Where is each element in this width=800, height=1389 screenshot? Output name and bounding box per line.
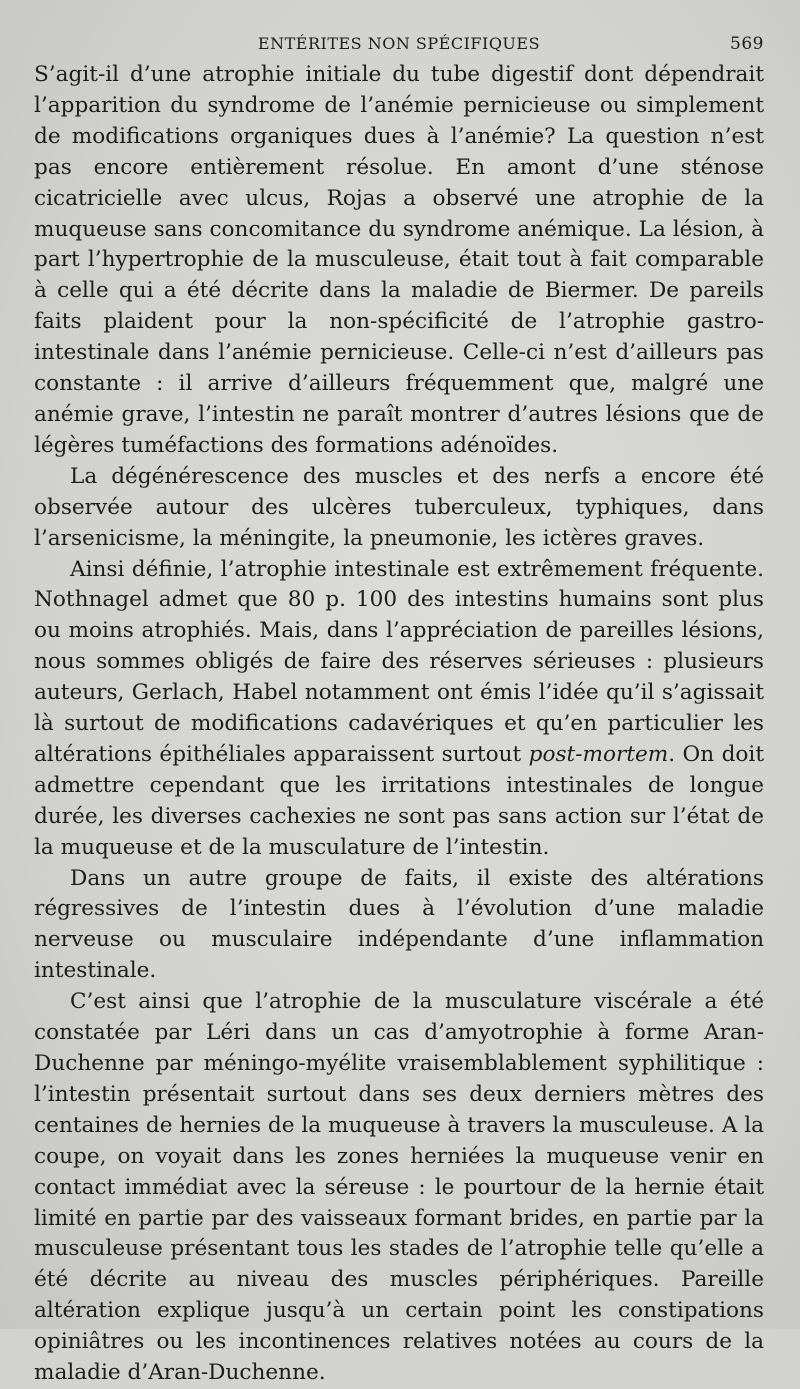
paragraph-2: La dégénérescence des muscles et des nerfs a encore été observée autour des ulcères tuberculeux, typhiques, dans l’arsenicisme, la méningite, la pneumonie, les ictères graves. <box>34 463 764 551</box>
paragraph-5: C’est ainsi que l’atrophie de la musculature viscérale a été constatée par Léri dans un cas d’amyotrophie à forme Aran-Duchenne par méningo-myélite vraisemblablement syphilitique : l’intestin présentait surtout dans ses deux derniers mètres des centaines de hernies de la muqueuse à travers la musculeuse. A la coupe, on voyait dans les zones herniées la muqueuse venir en contact immédiat avec la séreuse : le pourtour de la hernie était limité en partie par des vaisseaux formant brides, en partie par la musculeuse présentant tous les stades de l’atrophie telle qu’elle a été décrite au niveau des muscles périphériques. Pareille altération explique jusqu’à un certain point les constipations opiniâtres ou les incontinences relatives notées au cours de la maladie d’Aran-Duchenne. <box>34 989 764 1386</box>
paragraph-3-part-1: Ainsi définie, l’atrophie intestinale est extrêmement fréquente. Nothnagel admet que 80 p. 100 des intestins humains sont plus ou moins atrophiés. Mais, dans l’appréciation de pareilles lésions, nous sommes obligés de faire des réserves sérieuses : plusieurs auteurs, Gerlach, Habel notamment ont émis l’idée qu’il s’agissait là surtout de modifications cadavériques et qu’en particulier les altérations épithéliales apparaissent surtout <box>34 556 764 767</box>
body-text <box>34 60 764 1389</box>
running-title: ENTÉRITES NON SPÉCIFIQUES <box>257 34 541 53</box>
paragraph-3-part-2: . On doit admettre cependant que les irritations intestinales de longue durée, les diverses cachexies ne sont pas sans action sur l’état de la muqueuse et de la musculature de l’intestin. <box>34 741 764 860</box>
running-head <box>34 30 764 60</box>
paragraph-3 <box>34 555 764 864</box>
paragraph-4: Dans un autre groupe de faits, il existe des altérations régressives de l’intestin dues à l’évolution d’une maladie nerveuse ou musculaire indépendante d’une inflammation intestinale. <box>34 865 764 984</box>
italic-term: post-mortem <box>528 741 669 767</box>
paragraph-1: S’agit-il d’une atrophie initiale du tube digestif dont dépendrait l’apparition du syndrome de l’anémie pernicieuse ou simplement de modifications organiques dues à l’anémie? La question n’est pas encore entièrement résolue. En amont d’une sténose cicatricielle avec ulcus, Rojas a observé une atrophie de la muqueuse sans concomitance du syndrome anémique. La lésion, à part l’hypertrophie de la musculeuse, était tout à fait comparable à celle qui a été décrite dans la maladie de Biermer. De pareils faits plaident pour la non-spécificité de l’atrophie gastro-intestinale dans l’anémie pernicieuse. Celle-ci n’est d’ailleurs pas constante : il arrive d’ailleurs fréquemment que, malgré une anémie grave, l’intestin ne paraît montrer d’autres lésions que de légères tuméfactions des formations adénoïdes. <box>34 62 764 458</box>
page-number: 569 <box>730 34 764 54</box>
